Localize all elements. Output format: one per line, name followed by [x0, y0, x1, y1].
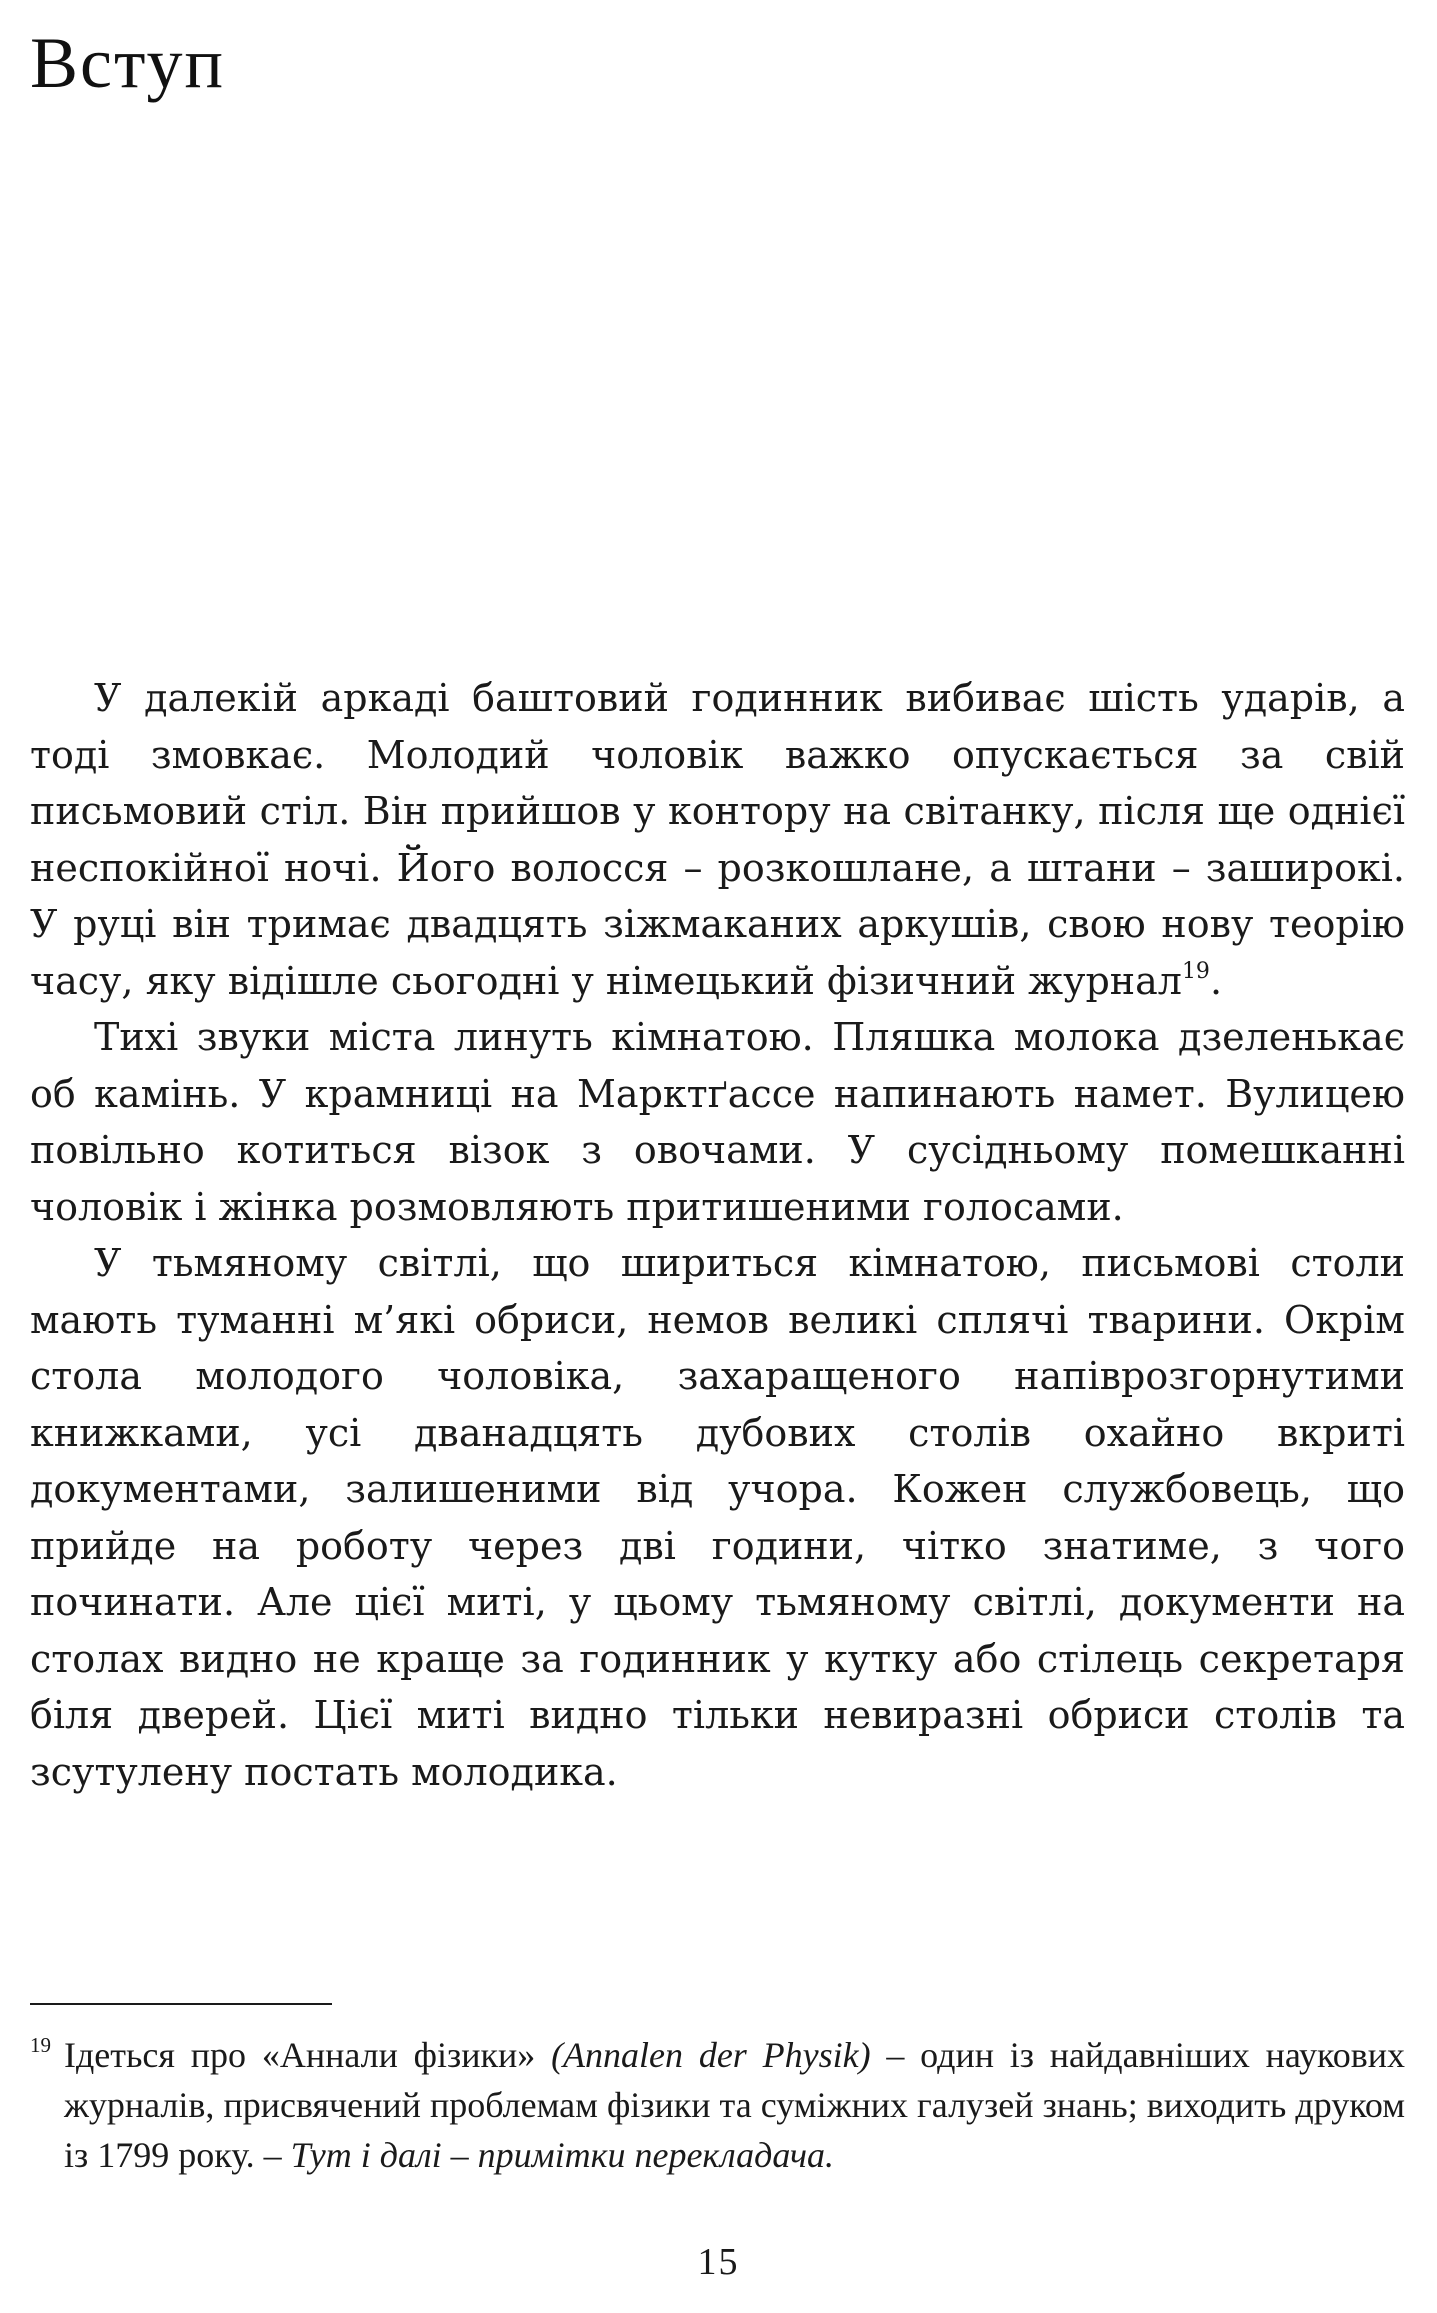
chapter-title: Вступ	[30, 23, 226, 103]
paragraph-text: У далекій аркаді баштовий годинник вибиває шість ударів, а тоді змовкає. Молодий чоловік важко опускається за свій письмовий стіл. Він прийшов у контору на світанку, після ще однієї неспокійної ночі. Його волосся – розкошлане, а штани – заширокі. У руці він тримає двадцять зіжмаканих аркушів, свою нову теорію часу, яку відішле сьогодні у німецький фізичний журнал	[30, 676, 1405, 1003]
paragraph-text-end: .	[1209, 958, 1223, 1003]
footnote-divider	[30, 2003, 332, 2005]
paragraph	[30, 670, 1405, 1009]
page-number: 15	[697, 2241, 740, 2283]
body-text	[30, 670, 1405, 1800]
footnote: $^{19}$ Ідеться про «Аннали фізики» (Annalen der Physik) – один із найдавніших наукових журналів, присвячений проблемам фізики та суміжних галузей знань; виходить друком із 1799 року. – Тут і далі – примітки перекладача.	[30, 2033, 1405, 2175]
footnote-text: Ідеться про «Аннали фізики»	[64, 2035, 552, 2075]
footnote-text-middle: – один із найдавніших наукових журналів, присвячений проблемам фізики та суміжних галузей знань; виходить друком із 1799 року. –	[64, 2035, 1405, 2175]
footnote-italic-title: (Annalen der Physik)	[551, 2035, 871, 2075]
paragraph-text: У тьмяному світлі, що шириться кімнатою, письмові столи мають туманні м’які обриси, немов великі сплячі тварини. Окрім стола молодого чоловіка, захаращеного напіврозгорнутими книжками, усі дванадцять дубових столів охайно вкриті документами, залишеними від учора. Кожен службовець, що прийде на роботу через дві години, чітко знатиме, з чого починати. Але цієї миті, у цьому тьмяному світлі, документи на столах видно не краще за годинник у кутку або стілець секретаря біля дверей. Цієї миті видно тільки невиразні обриси столів та зсутулену постать молодика.	[30, 1241, 1405, 1794]
paragraph	[30, 1235, 1405, 1800]
footnote-translator-note: Тут і далі – примітки перекладача.	[290, 2135, 835, 2175]
paragraph-text: Тихі звуки міста линуть кімнатою. Пляшка молока дзеленькає об камінь. У крамниці на Марктґассе напинають намет. Вулицею повільно котиться візок з овочами. У сусідньому помешканні чоловік і жінка розмовляють притишеними голосами.	[30, 1015, 1405, 1229]
footnote-reference[interactable]: 19	[1181, 958, 1210, 984]
paragraph	[30, 1009, 1405, 1235]
